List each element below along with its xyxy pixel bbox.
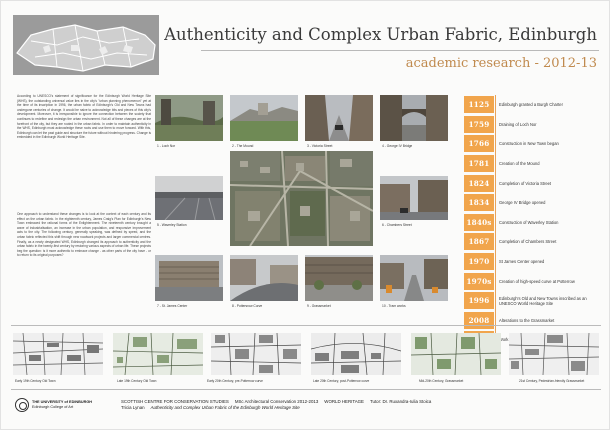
timeline-row (464, 95, 600, 115)
timeline-event: St James Center opened (499, 259, 545, 265)
timeline-event: Creation of high-speed curve at Potterrow (499, 278, 575, 284)
poster-title: Authenticity and Complex Urban Fabric, Edinburgh (164, 25, 597, 44)
timeline-row (464, 291, 600, 311)
timeline-event: George IV Bridge opened (499, 200, 546, 206)
timeline-year: 1840s (464, 214, 494, 231)
timeline-year: 1834 (464, 194, 494, 211)
photo-loch-nor (155, 95, 223, 141)
photo-caption: 8 - Pottersrow Curve (232, 304, 263, 308)
timeline-row (464, 311, 600, 331)
historic-map (311, 333, 401, 375)
timeline-row (464, 193, 600, 213)
photo-the-mound (230, 95, 298, 141)
timeline-year: 1970s (464, 273, 494, 290)
university-line-2: Edinburgh College of Art (32, 405, 74, 409)
aerial-view-map (230, 151, 373, 246)
section-divider (11, 325, 601, 326)
timeline-year: 1781 (464, 155, 494, 172)
photo-pottersrow-curve (230, 255, 298, 301)
footer-course: WORLD HERITAGE (324, 399, 364, 404)
historic-map-caption: Late 20th Century, post-Potterrow curve (313, 379, 370, 383)
historic-map (113, 333, 203, 375)
photo-tram-works (380, 255, 448, 301)
footer-project: Authenticity and Complex Urban Fabric of the Edinburgh World Heritage Site (150, 404, 300, 410)
timeline-row (464, 115, 600, 135)
photo-victoria-street (305, 95, 373, 141)
historic-map (411, 333, 501, 375)
historic-map-caption: 21st Century, Pedestrian-friendly Grassmarket (519, 379, 585, 383)
timeline-event: Edinburgh's Old and New Towns inscribed as an UNESCO World Heritage Site (499, 295, 587, 306)
timeline-event: Completion of Chambers Street (499, 239, 557, 245)
photo-grassmarket (305, 255, 373, 301)
poster-subtitle: academic research - 2012-13 (405, 56, 597, 71)
timeline-year: 1125 (464, 96, 494, 113)
timeline-event: Work (499, 337, 509, 343)
photo-caption: 9 - Grassmarket (307, 304, 331, 308)
timeline-event: Draining of Loch Nor (499, 121, 537, 127)
footer-programme: MSc Architectural Conservation 2012-2013 (234, 399, 319, 404)
photo-st-james-center (155, 255, 223, 301)
timeline-row (464, 232, 600, 252)
timeline-event: Construction in New Town began (499, 141, 559, 147)
timeline-year: 1759 (464, 116, 494, 133)
photo-caption: 10 - Tram works (382, 304, 406, 308)
photo-caption: 3 - Victoria Street (307, 144, 333, 148)
city-map-icon (13, 15, 159, 75)
photo-caption: 5 - Waverley Station (157, 223, 187, 227)
photo-george-iv-bridge (380, 95, 448, 141)
photo-caption: 4 - George IV Bridge (382, 144, 413, 148)
timeline-event: Creation of the Mound (499, 161, 540, 167)
footer-divider (11, 389, 601, 390)
timeline-event: Construction of Waverley Station (499, 219, 559, 225)
timeline (464, 95, 600, 350)
intro-paragraph-2: One approach to understand these changes is to look at the context of each century and its effect on the urban fabric. In the eighteenth century, James Craig's Plan for Edinburgh's New Town embraced the rational forms of the Enlightenment. The nineteenth century brought a wave of industrialisation, an increase in the urban population, and responsive improvement acts to the city. The following century, generally speaking, was defined by speed, and the urban fabric reflected this shift through new roadwork projects and larger commercial centres. Finally, as a newly designated WHS, Edinburgh changed its approach to authenticity and the urban fabric in the twenty-first century by restoring various aspects of urban life. These projects beg the question: is it more authentic to embrace change - as other parts of the city have - or to return to its original purposes? (17, 212, 151, 258)
timeline-year: 1766 (464, 135, 494, 152)
timeline-year: 1996 (464, 292, 494, 309)
timeline-year: 2008 (464, 312, 494, 329)
historic-map-caption: Early 19th Century Old Town (15, 379, 56, 383)
historic-map (211, 333, 301, 375)
timeline-row (464, 173, 600, 193)
photo-chambers-street (380, 176, 448, 220)
timeline-row (464, 252, 600, 272)
footer-school: SCOTTISH CENTRE FOR CONSERVATION STUDIES (121, 399, 229, 404)
timeline-event: Completion of Victoria Street (499, 180, 552, 186)
historic-map (13, 333, 103, 375)
university-name (32, 400, 92, 410)
footer-tutor: Tutor: Dr. Ruxandra-Iulia Stoica (369, 399, 432, 404)
timeline-row (464, 271, 600, 291)
university-line-1: THE UNIVERSITY of EDINBURGH (32, 400, 93, 404)
photo-waverley-station (155, 176, 223, 220)
photo-caption: 1 - Loch Nor (157, 144, 176, 148)
timeline-row (464, 154, 600, 174)
university-seal-icon (15, 398, 29, 412)
timeline-year: 1824 (464, 175, 494, 192)
historic-map-caption: Mid-20th Century, Grassmarket (419, 379, 464, 383)
intro-paragraph-1: According to UNESCO's statement of significance for the Edinburgh World Heritage Site (WHS), the outstanding universal value lies in the city's "urban planning phenomenon" yet at the time of its inscription in 1996, the urban fabric of Edinburgh's Old and New Towns had undergone centuries of change. It would be naive to acknowledge bits and pieces of this city's development. Moreover, it is irresponsible to ignore the connection between the society that continues to redefine and redesign the urban environment. Not all of these changes are at the forefront of the city, but they are rooted in the urban fabric. In order to maintain authenticity in the WHS, Edinburgh must acknowledge these roots and use them to move forward. With this, Edinburgh can let the past guide and structure the future without hindering progress. Change is embedded in the Edinburgh World Heritage Site. (17, 94, 151, 140)
timeline-row (464, 134, 600, 154)
title-divider (201, 50, 599, 51)
photo-caption: 7 - St. James Center (157, 304, 188, 308)
footer-credit (121, 399, 437, 410)
timeline-year: 1970 (464, 253, 494, 270)
historic-map-caption: Early 20th Century, pre-Potterrow curve (207, 379, 263, 383)
photo-caption: 6 - Chambers Street (382, 223, 412, 227)
timeline-event: Edinburgh granted a Burgh Charter (499, 102, 563, 108)
historic-map (509, 333, 599, 375)
footer-author: Tricia Lynan (121, 404, 145, 410)
timeline-event: Alterations to the Grassmarket (499, 317, 555, 323)
historic-map-caption: Late 19th Century Old Town (117, 379, 157, 383)
photo-caption: 2 - The Mound (232, 144, 254, 148)
timeline-row (464, 213, 600, 233)
timeline-year: 1867 (464, 233, 494, 250)
